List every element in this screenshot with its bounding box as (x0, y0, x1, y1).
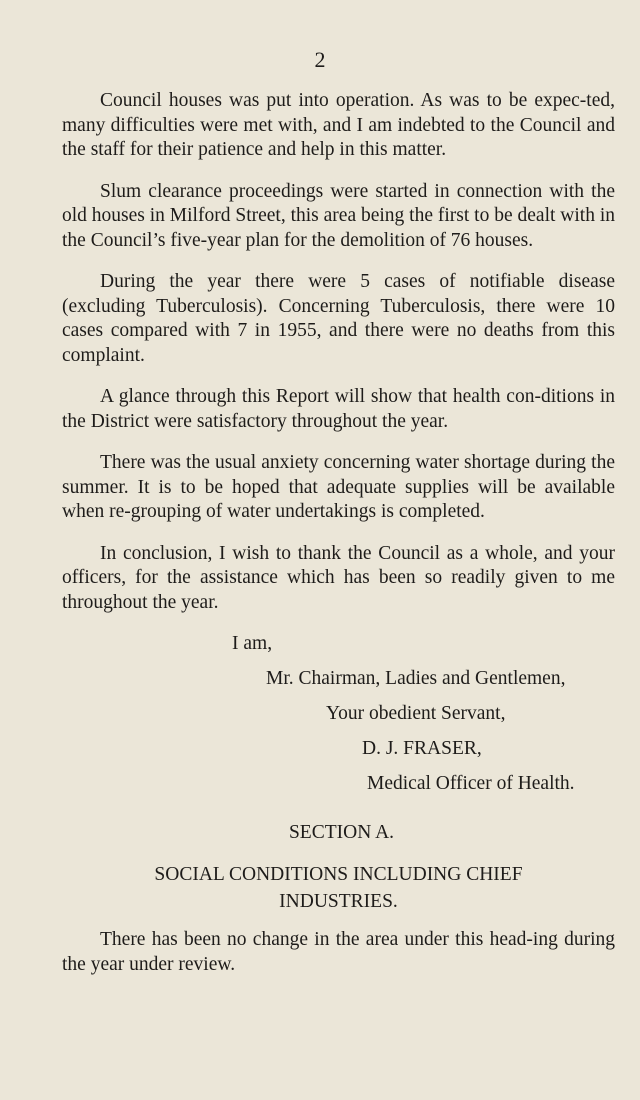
letter-body (62, 89, 615, 994)
paragraph-slum-clearance: Slum clearance proceedings were started in connection with the old houses in Milford Street, this area being the first to be dealt with in the Council’s five-year plan for the demolition of 76 houses. (62, 180, 615, 251)
paragraph-council-houses: Council houses was put into operation. As was to be expec-ted, many difficulties were met with, and I am indebted to the Council and the staff for their patience and help in this matter. (62, 90, 615, 160)
closing-i-am: I am, (232, 633, 273, 654)
closing-salutation: Mr. Chairman, Ladies and Gentlemen, (266, 668, 566, 689)
paragraph-notifiable-disease: During the year there were 5 cases of notifiable disease (excluding Tuberculosis). Concerning Tuberculosis, there were 10 cases compared with 7 in 1955, and there were no deaths from this complaint. (62, 271, 615, 366)
section-body: There has been no change in the area under this head-ing during the year under review. (62, 929, 615, 975)
signatory-name: D. J. FRASER, (362, 738, 482, 759)
section-title-line-1: SOCIAL CONDITIONS INCLUDING CHIEF (154, 864, 523, 885)
paragraph-water-shortage: There was the usual anxiety concerning water shortage during the summer. It is to be hoped that adequate supplies will be available when re-grouping of water undertakings is completed. (62, 452, 615, 522)
letter-closing (62, 632, 615, 797)
closing-servant: Your obedient Servant, (326, 703, 506, 724)
section-label: SECTION A. (288, 821, 395, 843)
paragraph-conclusion: In conclusion, I wish to thank the Council as a whole, and your officers, for the assistance which has been so readily given to me throughout the year. (62, 542, 615, 613)
section-title-line-2: INDUSTRIES. (279, 890, 398, 912)
page-number: 2 (314, 47, 326, 72)
paragraph-health-conditions: A glance through this Report will show that health con-ditions in the District were satisfactory throughout the year. (62, 386, 615, 432)
signatory-title: Medical Officer of Health. (367, 773, 575, 794)
section-title (62, 863, 615, 914)
